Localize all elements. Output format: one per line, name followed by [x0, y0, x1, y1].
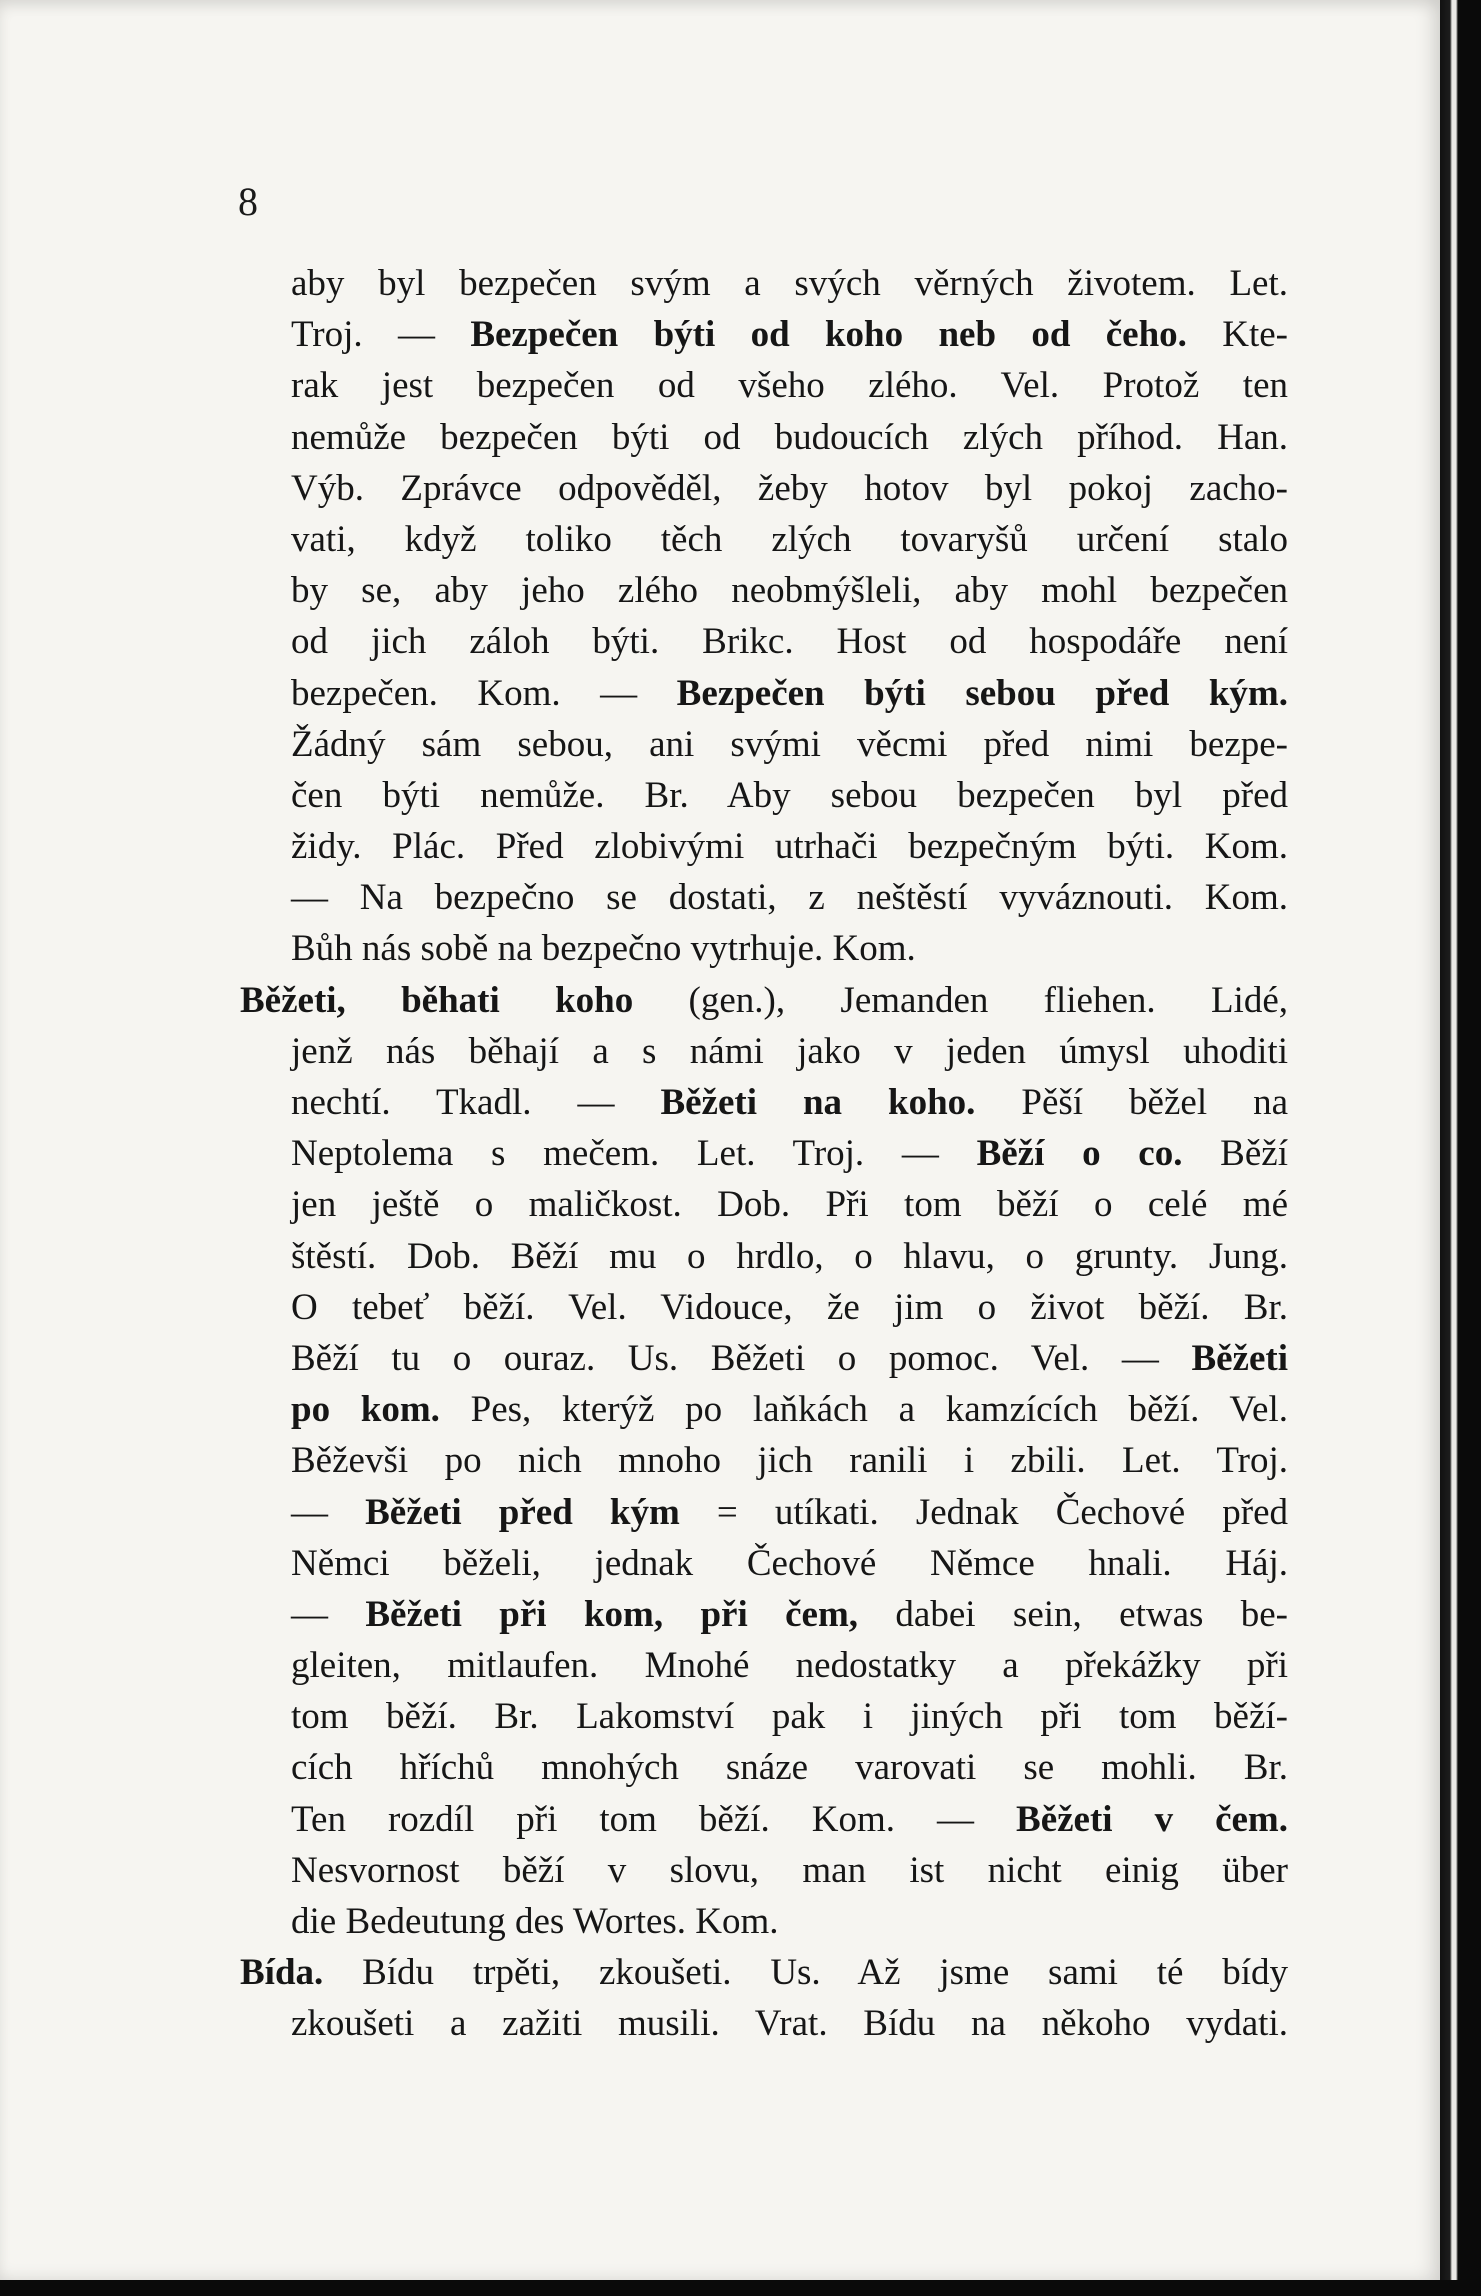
text-segment: jen ještě o maličkost. Dob. Při tom běží o celé mé: [291, 1184, 1288, 1226]
text-line: [240, 719, 1288, 770]
text-line: [240, 616, 1288, 667]
bold-term: Běžeti na koho.: [660, 1082, 976, 1123]
text-segment: dabei sein, etwas be-: [858, 1593, 1289, 1635]
dictionary-text: [240, 258, 1288, 2050]
bold-term: po kom.: [291, 1389, 440, 1431]
text-segment: Běževši po nich mnoho jich ranili i zbili. Let. Troj.: [291, 1440, 1288, 1482]
bold-term: Běžeti před kým: [365, 1491, 680, 1533]
text-segment: tom běží. Br. Lakomství pak i jiných při tom běží-: [291, 1696, 1288, 1738]
bold-term: Běžeti při kom, při čem,: [365, 1593, 859, 1635]
text-segment: nechtí. Tkadl. —: [291, 1082, 661, 1123]
text-segment: nemůže bezpečen býti od budoucích zlých příhod. Han.: [291, 416, 1288, 458]
text-segment: gleiten, mitlaufen. Mnohé nedostatky a překážky při: [291, 1645, 1288, 1687]
text-segment: Ten rozdíl při tom běží. Kom. —: [291, 1798, 1017, 1840]
text-line: [240, 309, 1288, 360]
text-line: [240, 872, 1288, 923]
text-line: [240, 1589, 1288, 1640]
text-line: [240, 1845, 1288, 1896]
text-segment: aby byl bezpečen svým a svých věrných životem. Let.: [291, 263, 1288, 304]
text-segment: Běží: [1182, 1133, 1288, 1175]
text-segment: vati, když toliko těch zlých tovaryšů určení stalo: [291, 518, 1288, 560]
text-segment: die Bedeutung des Wortes. Kom.: [291, 1901, 779, 1942]
text-line: [240, 565, 1288, 616]
page-number: 8: [238, 179, 258, 224]
text-segment: Kte-: [1186, 314, 1289, 356]
text-segment: Běží tu o ouraz. Us. Běžeti o pomoc. Vel. —: [291, 1337, 1192, 1379]
text-line: [240, 463, 1288, 514]
text-line: [240, 1384, 1288, 1435]
text-line: [240, 1026, 1288, 1077]
text-line: [240, 821, 1288, 872]
text-line: [240, 770, 1288, 821]
text-segment: Pěší běžel na: [975, 1082, 1288, 1123]
text-segment: by se, aby jeho zlého neobmýšleli, aby mohl bezpečen: [291, 570, 1288, 612]
text-line: [240, 1998, 1288, 2049]
text-segment: Nesvornost běží v slovu, man ist nicht einig über: [291, 1849, 1288, 1891]
text-segment: bezpečen. Kom. —: [291, 672, 677, 714]
text-line: [240, 412, 1288, 463]
text-line: [240, 668, 1288, 719]
text-segment: —: [291, 1593, 366, 1635]
text-segment: Žádný sám sebou, ani svými věcmi před nimi bezpe-: [291, 723, 1288, 765]
text-segment: Troj. —: [291, 314, 471, 356]
text-segment: rak jest bezpečen od všeho zlého. Vel. Protož ten: [291, 365, 1288, 407]
text-line: [240, 1077, 1288, 1128]
text-line: [240, 1538, 1288, 1589]
text-line: [240, 1128, 1288, 1179]
text-line: [240, 1640, 1288, 1691]
text-segment: cích hříchů mnohých snáze varovati se mohli. Br.: [291, 1747, 1288, 1789]
text-line: [240, 1282, 1288, 1333]
text-line: [240, 1487, 1288, 1538]
text-line: [240, 360, 1288, 411]
text-line: [240, 1794, 1288, 1845]
text-segment: zkoušeti a zažiti musili. Vrat. Bídu na někoho vydati.: [291, 2003, 1288, 2045]
bold-term: Bída.: [240, 1952, 324, 1994]
entry-headword-line: [240, 975, 1288, 1026]
bold-term: Běží o co.: [976, 1133, 1183, 1175]
text-segment: od jich záloh býti. Brikc. Host od hospodáře není: [291, 621, 1288, 663]
bold-term: Běžeti: [1191, 1337, 1288, 1379]
text-segment: židy. Plác. Před zlobivými utrhači bezpečným býti. Kom.: [291, 826, 1288, 868]
text-segment: = utíkati. Jednak Čechové před: [679, 1491, 1288, 1533]
text-segment: —: [291, 1491, 366, 1533]
text-segment: O tebeť běží. Vel. Vidouce, že jim o život běží. Br.: [291, 1286, 1288, 1328]
page-edge-bottom: [0, 2280, 1481, 2296]
text-line: [240, 1896, 1288, 1947]
entry-headword-line: [240, 1947, 1288, 1998]
text-segment: štěstí. Dob. Běží mu o hrdlo, o hlavu, o grunty. Jung.: [291, 1235, 1288, 1277]
text-line: [240, 1742, 1288, 1793]
text-segment: jenž nás běhají a s námi jako v jeden úmysl uhoditi: [291, 1030, 1288, 1072]
page-edge-right: [1440, 0, 1481, 2296]
text-segment: Pes, kterýž po laňkách a kamzících běží. Vel.: [439, 1389, 1288, 1431]
text-segment: Bůh nás sobě na bezpečno vytrhuje. Kom.: [291, 928, 916, 970]
text-line: [240, 1333, 1288, 1384]
text-segment: — Na bezpečno se dostati, z neštěstí vyváznouti. Kom.: [291, 877, 1288, 919]
text-segment: Bídu trpěti, zkoušeti. Us. Až jsme sami té bídy: [323, 1952, 1288, 1994]
text-line: [240, 258, 1288, 309]
text-segment: čen býti nemůže. Br. Aby sebou bezpečen byl před: [291, 774, 1288, 816]
text-segment: Němci běželi, jednak Čechové Němce hnali. Háj.: [291, 1542, 1288, 1584]
text-line: [240, 1179, 1288, 1230]
text-segment: (gen.), Jemanden fliehen. Lidé,: [633, 979, 1288, 1021]
bold-term: Běžeti v čem.: [1016, 1798, 1288, 1840]
text-line: [240, 514, 1288, 565]
text-line: [240, 1231, 1288, 1282]
text-line: [240, 1435, 1288, 1486]
text-segment: Neptolema s mečem. Let. Troj. —: [291, 1133, 977, 1175]
text-line: [240, 1691, 1288, 1742]
bold-term: Bezpečen býti od koho neb od čeho.: [470, 314, 1187, 356]
text-line: [240, 923, 1288, 974]
bold-term: Běžeti, běhati koho: [240, 979, 634, 1021]
text-segment: Výb. Zprávce odpověděl, žeby hotov byl pokoj zacho-: [291, 467, 1288, 509]
bold-term: Bezpečen býti sebou před kým.: [676, 672, 1288, 714]
